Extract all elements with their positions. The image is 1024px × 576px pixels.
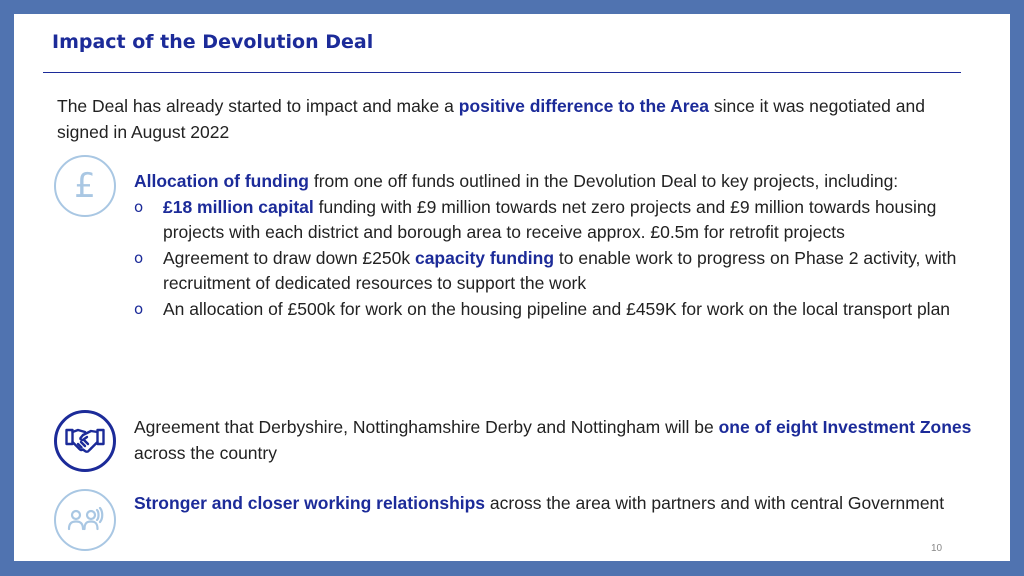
- bullet-highlight: capacity funding: [414, 247, 555, 268]
- bullet-marker: o: [134, 197, 144, 216]
- page-number: 10: [931, 543, 943, 554]
- pound-icon: [54, 155, 116, 217]
- relationships-text-after: across the area with partners and with central Government: [485, 493, 945, 513]
- investment-highlight: one of eight Investment Zones: [718, 417, 972, 437]
- funding-lead: [134, 169, 984, 195]
- intro-text-after: since it was negotiated and signed in August 2022: [57, 96, 925, 142]
- intro-paragraph: [57, 94, 937, 145]
- funding-section: [134, 169, 984, 322]
- people-talking-icon: [54, 489, 116, 551]
- bullet-highlight: £18 million capital: [163, 196, 314, 217]
- relationships-paragraph: [134, 491, 984, 517]
- list-item: [134, 246, 984, 297]
- investment-paragraph: [134, 415, 984, 466]
- bullet-text-before: Agreement to draw down £250k: [163, 247, 415, 268]
- bullet-text-after: to enable work to progress on Phase 2 activity, with recruitment of dedicated resources to support the work: [163, 247, 957, 293]
- investment-text-before: Agreement that Derbyshire, Nottinghamshire Derby and Nottingham will be: [134, 417, 719, 437]
- slide: [14, 14, 1010, 561]
- people-talking-icon-graphic: [66, 505, 104, 535]
- relationships-highlight: Stronger and closer working relationships: [134, 493, 486, 513]
- title-divider: [43, 72, 961, 73]
- funding-bullet-list: [134, 195, 984, 323]
- bullet-text-after: funding with £9 million towards net zero projects and £9 million towards housing projects with each district and borough area to receive approx. £0.5m for retrofit projects: [163, 196, 937, 242]
- handshake-icon: [54, 410, 116, 472]
- intro-text-before: The Deal has already started to impact and make a: [57, 96, 459, 116]
- investment-text-after: across the country: [134, 442, 277, 463]
- funding-highlight: Allocation of funding: [134, 171, 309, 191]
- bullet-marker: o: [134, 248, 144, 267]
- list-item: [134, 195, 984, 246]
- bullet-text-before: An allocation of £500k for work on the housing pipeline and £459K for work on the local transport plan: [163, 298, 951, 319]
- bullet-marker: o: [134, 299, 144, 318]
- slide-title: Impact of the Devolution Deal: [52, 31, 374, 53]
- intro-highlight: positive difference to the Area: [458, 96, 709, 116]
- list-item: [134, 297, 984, 323]
- handshake-icon-graphic: [65, 424, 105, 458]
- funding-text: from one off funds outlined in the Devolution Deal to key projects, including:: [308, 171, 899, 191]
- pound-glyph: £: [74, 166, 96, 206]
